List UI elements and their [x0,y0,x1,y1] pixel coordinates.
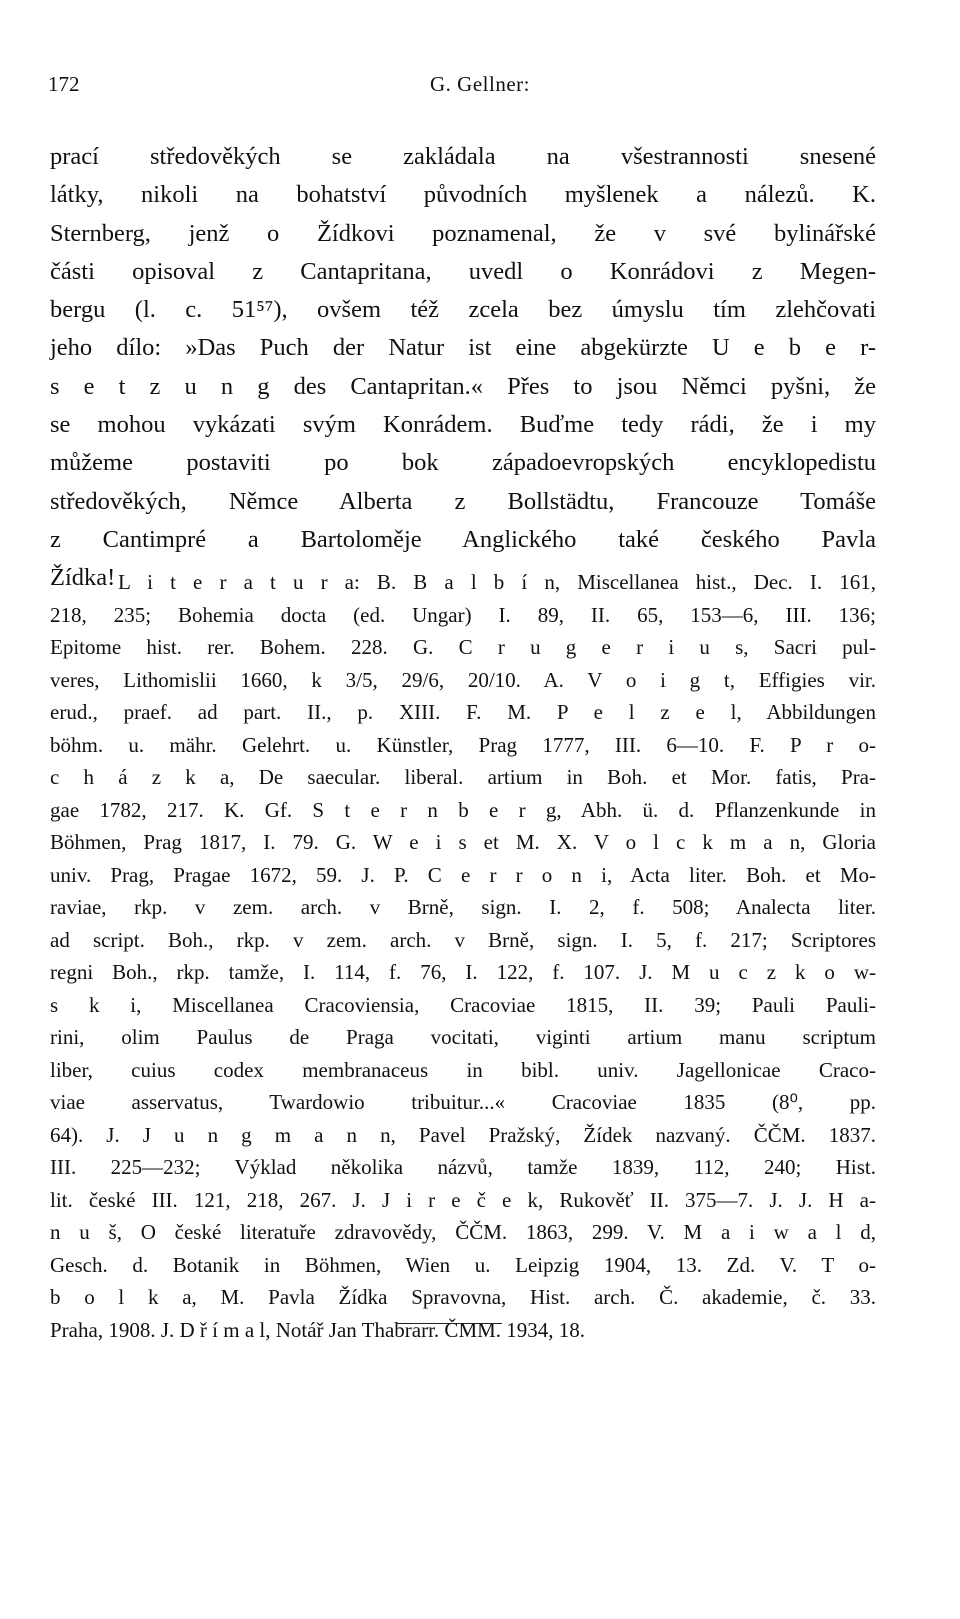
body-line: Žídka! [50,564,116,592]
literature-line: Gesch. d. Botanik in Böhmen, Wien u. Leipzig 1904, 13. Zd. V. T o- [50,1252,876,1277]
body-line: části opisoval z Cantapritana, uvedl o Konrádovi z Megen- [50,257,876,285]
literature-line: n u š, O české literatuře zdravovědy, ČČM. 1863, 299. V. M a i w a l d, [50,1220,876,1244]
literature-line: böhm. u. mähr. Gelehrt. u. Künstler, Prag 1777, III. 6—10. F. P r o- [50,732,876,757]
literature-line: c h á z k a, De saecular. liberal. artium in Boh. et Mor. fatis, Pra- [50,765,876,789]
body-line: jeho dílo: »Das Puch der Natur ist eine abgekürzte U e b e r- [50,334,876,362]
body-line: středověkých, Němce Alberta z Bollstädtu, Francouze Tomáše [50,487,876,515]
body-paragraph [50,138,876,598]
literature-line: liber, cuius codex membranaceus in bibl. univ. Jagellonicae Craco- [50,1057,876,1082]
running-head: G. Gellner: [430,72,530,96]
literature-line: Praha, 1908. J. D ř í m a l, Notář Jan Thabrarr. ČMM. 1934, 18. [50,1317,586,1342]
literature-line: rini, olim Paulus de Praga vocitati, viginti artium manu scriptum [50,1025,876,1049]
literature-line: ad script. Boh., rkp. v zem. arch. v Brně, sign. I. 5, f. 217; Scriptores [50,927,876,952]
literature-line: univ. Prag, Pragae 1672, 59. J. P. C e r r o n i, Acta liter. Boh. et Mo- [50,862,876,887]
body-line: se mohou vykázati svým Konrádem. Buďme tedy rádi, že i my [50,411,876,439]
literature-line: L i t e r a t u r a: B. B a l b í n, Miscellanea hist., Dec. I. 161, [118,570,876,594]
body-line: látky, nikoli na bohatství původních myšlenek a nálezů. K. [50,181,876,209]
literature-line: veres, Lithomislii 1660, k 3/5, 29/6, 20/10. A. V o i g t, Effigies vir. [50,667,876,692]
literature-section [50,566,876,1346]
literature-line: III. 225—232; Výklad několika názvů, tamže 1839, 112, 240; Hist. [50,1155,876,1179]
body-line: bergu (l. c. 51⁵⁷), ovšem též zcela bez úmyslu tím zlehčovati [50,296,876,324]
literature-line: regni Boh., rkp. tamže, I. 114, f. 76, I. 122, f. 107. J. M u c z k o w- [50,960,876,984]
literature-line: Epitome hist. rer. Bohem. 228. G. C r u g e r i u s, Sacri pul- [50,635,876,659]
body-line: s e t z u n g des Cantapritan.« Přes to jsou Němci pyšni, že [50,372,876,400]
literature-line: viae asservatus, Twardowio tribuitur...« Cracoviae 1835 (8⁰, pp. [50,1090,876,1114]
page-number: 172 [48,72,80,96]
literature-line: lit. české III. 121, 218, 267. J. J i r e č e k, Rukověť II. 375—7. J. J. H a- [50,1187,876,1212]
literature-line: 218, 235; Bohemia docta (ed. Ungar) I. 89, II. 65, 153—6, III. 136; [50,602,876,627]
literature-line: 64). J. J u n g m a n n, Pavel Pražský, Žídek nazvaný. ČČM. 1837. [50,1122,876,1147]
footnote-rule [396,1323,502,1324]
body-line: Sternberg, jenž o Žídkovi poznamenal, že v své bylinářské [50,219,876,247]
literature-line: b o l k a, M. Pavla Žídka Spravovna, Hist. arch. Č. akademie, č. 33. [50,1285,876,1309]
literature-line: gae 1782, 217. K. Gf. S t e r n b e r g, Abh. ü. d. Pflanzenkunde in [50,797,876,822]
body-line: můžeme postaviti po bok západoevropských encyklopedistu [50,449,876,477]
body-line: z Cantimpré a Bartoloměje Anglického také českého Pavla [50,525,876,553]
literature-line: Böhmen, Prag 1817, I. 79. G. W e i s et M. X. V o l c k m a n, Gloria [50,830,876,854]
literature-line: raviae, rkp. v zem. arch. v Brně, sign. I. 2, f. 508; Analecta liter. [50,895,876,919]
page-header [48,72,912,108]
literature-line: erud., praef. ad part. II., p. XIII. F. M. P e l z e l, Abbildungen [50,700,876,724]
body-line: prací středověkých se zakládala na všestrannosti snesené [50,143,876,170]
literature-line: s k i, Miscellanea Cracoviensia, Cracoviae 1815, II. 39; Pauli Pauli- [50,992,876,1017]
